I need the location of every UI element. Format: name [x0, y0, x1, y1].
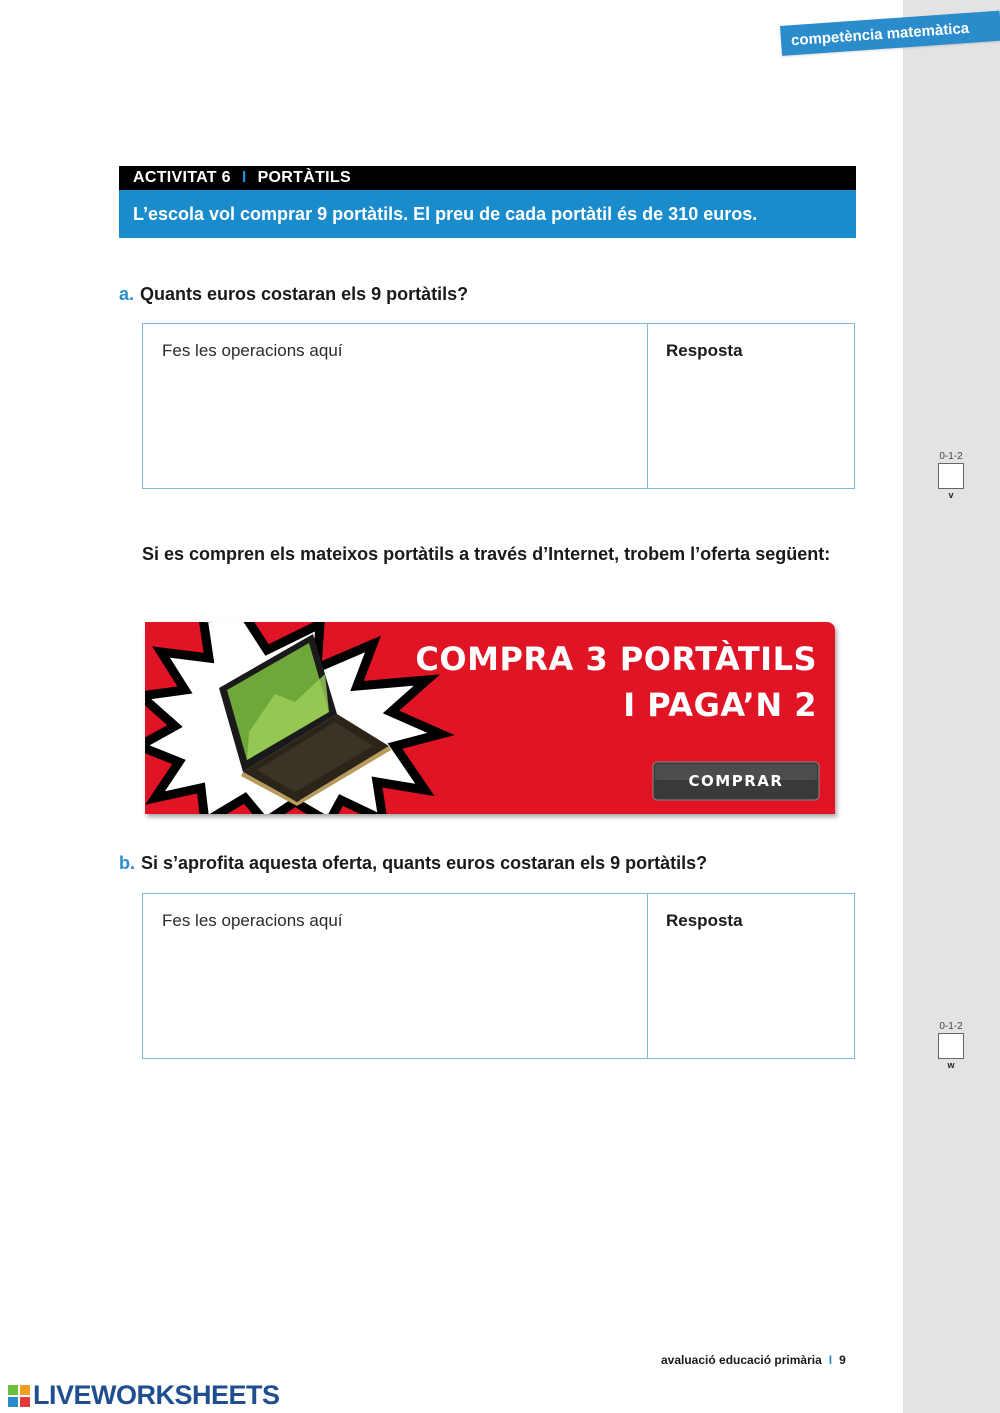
answer-label-a: Resposta	[666, 341, 743, 360]
page-footer	[661, 1353, 846, 1367]
question-a-letter: a.	[119, 284, 135, 304]
answer-area-a[interactable]	[648, 324, 854, 488]
operations-area-b[interactable]	[143, 894, 648, 1058]
answer-box-a	[142, 323, 855, 489]
offer-text: Si es compren els mateixos portàtils a través d’Internet, trobem l’oferta següent:	[142, 544, 831, 564]
logo-grid-icon	[8, 1385, 30, 1407]
question-b-text: Si s’aprofita aquesta oferta, quants euros costaran els 9 portàtils?	[141, 853, 708, 873]
offer-banner	[145, 622, 835, 814]
banner-line-1: COMPRA 3 PORTÀTILS	[415, 640, 817, 678]
score-code-b: w	[947, 1060, 955, 1070]
subject-tag: competència matemàtica	[780, 11, 1000, 56]
banner-line-2: I PAGA’N 2	[623, 686, 817, 724]
score-box-a	[938, 451, 964, 500]
question-a-text: Quants euros costaran els 9 portàtils?	[140, 284, 469, 304]
answer-box-b	[142, 893, 855, 1059]
score-input-b[interactable]	[938, 1033, 964, 1059]
answer-label-b: Resposta	[666, 911, 743, 930]
question-b-letter: b.	[119, 853, 135, 873]
score-code-a: v	[948, 490, 954, 500]
score-box-b	[938, 1021, 964, 1070]
question-a	[119, 284, 468, 305]
operations-label-a: Fes les operacions aquí	[162, 341, 343, 360]
operations-label-b: Fes les operacions aquí	[162, 911, 343, 930]
separator: I	[241, 169, 247, 186]
footer-separator: I	[828, 1353, 833, 1367]
page-number: 9	[839, 1353, 846, 1367]
buy-button[interactable]: COMPRAR	[688, 772, 784, 790]
score-input-a[interactable]	[938, 463, 964, 489]
question-b	[119, 853, 707, 874]
score-range-b: 0-1-2	[939, 1021, 963, 1032]
activity-label: ACTIVITAT 6	[133, 169, 231, 186]
activity-header	[119, 166, 856, 190]
margin-strip	[903, 0, 1000, 1413]
watermark-text: LIVEWORKSHEETS	[33, 1380, 280, 1410]
operations-area-a[interactable]	[143, 324, 648, 488]
answer-area-b[interactable]	[648, 894, 854, 1058]
liveworksheets-logo	[8, 1380, 280, 1411]
activity-title: PORTÀTILS	[257, 169, 351, 186]
score-range-a: 0-1-2	[939, 451, 963, 462]
footer-text: avaluació educació primària	[661, 1353, 822, 1367]
activity-intro: L’escola vol comprar 9 portàtils. El preu de cada portàtil és de 310 euros.	[119, 190, 856, 238]
